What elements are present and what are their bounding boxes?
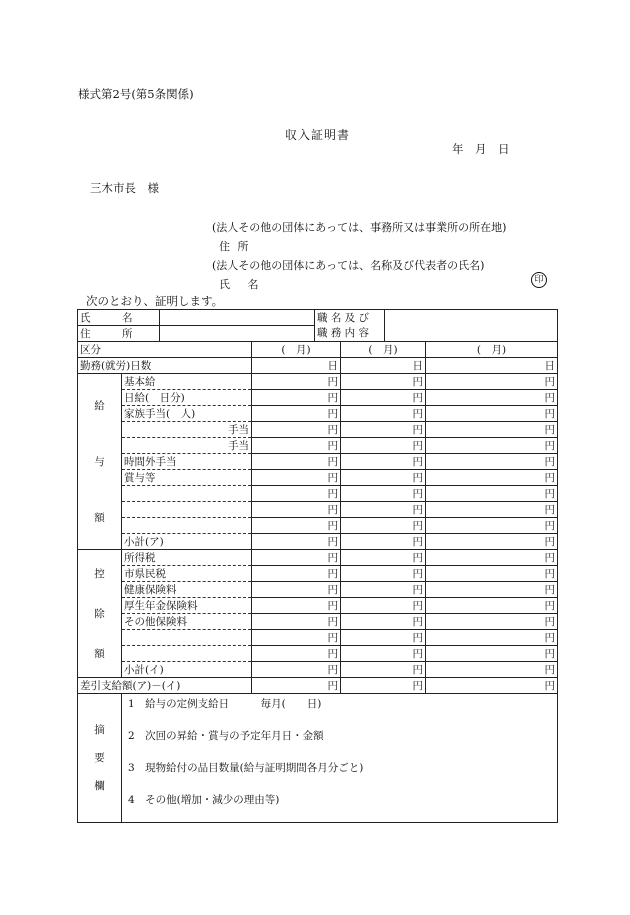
salary-item-label[interactable] bbox=[122, 502, 252, 518]
salary-item-label: 手当 bbox=[122, 438, 252, 454]
remark-item-4: 4 その他(増加・減少の理由等) bbox=[128, 794, 280, 806]
deduction-row8-month3[interactable]: 円 bbox=[426, 662, 558, 678]
applicant-address-label: 住 所 bbox=[219, 240, 249, 253]
salary-row9-month2[interactable]: 円 bbox=[341, 502, 426, 518]
salary-item-label: 小計(ア) bbox=[122, 534, 252, 550]
deduction-group-char: 額 bbox=[94, 647, 105, 660]
deduction-row7-month1[interactable]: 円 bbox=[252, 646, 341, 662]
salary-row11-month3[interactable]: 円 bbox=[426, 534, 558, 550]
employee-address-label: 住 所 bbox=[78, 326, 160, 342]
remark-item-3: 3 現物給付の品目数量(給与証明期間各月分ごと) bbox=[128, 762, 364, 774]
salary-row5-month2[interactable]: 円 bbox=[341, 438, 426, 454]
remarks-group-char: 欄 bbox=[94, 780, 105, 792]
deduction-row4-month2[interactable]: 円 bbox=[341, 598, 426, 614]
net-pay-month3[interactable]: 円 bbox=[426, 678, 558, 694]
remarks-group-char: 摘 bbox=[94, 724, 105, 736]
deduction-row1-month3[interactable]: 円 bbox=[426, 550, 558, 566]
deduction-item-label: 厚生年金保険料 bbox=[122, 598, 252, 614]
seal-mark-icon: 印 bbox=[531, 272, 547, 288]
name-note: (法人その他の団体にあっては、名称及び代表者の氏名) bbox=[212, 259, 485, 272]
addressee: 三木市長 様 bbox=[90, 181, 159, 195]
position-label-2: 職 務 内 容 bbox=[315, 326, 385, 342]
income-table bbox=[77, 341, 558, 823]
salary-row1-month2[interactable]: 円 bbox=[341, 374, 426, 390]
salary-row1-month1[interactable]: 円 bbox=[252, 374, 341, 390]
salary-row2-month1[interactable]: 円 bbox=[252, 390, 341, 406]
salary-row5-month3[interactable]: 円 bbox=[426, 438, 558, 454]
deduction-row8-month2[interactable]: 円 bbox=[341, 662, 426, 678]
employee-address-field[interactable] bbox=[160, 326, 315, 342]
position-label-1: 職 名 及 び bbox=[315, 310, 385, 326]
salary-row3-month3[interactable]: 円 bbox=[426, 406, 558, 422]
net-pay-month1[interactable]: 円 bbox=[252, 678, 341, 694]
deduction-item-label[interactable] bbox=[122, 630, 252, 646]
deduction-row7-month3[interactable]: 円 bbox=[426, 646, 558, 662]
salary-group-char: 与 bbox=[94, 455, 105, 468]
deduction-row4-month3[interactable]: 円 bbox=[426, 598, 558, 614]
category-label: 区分 bbox=[78, 342, 252, 358]
salary-row7-month3[interactable]: 円 bbox=[426, 470, 558, 486]
applicant-name-label: 氏 名 bbox=[219, 278, 259, 291]
salary-row6-month3[interactable]: 円 bbox=[426, 454, 558, 470]
salary-item-label[interactable] bbox=[122, 518, 252, 534]
remark-item-2: 2 次回の昇給・賞与の予定年月日・金額 bbox=[128, 730, 324, 742]
salary-row9-month3[interactable]: 円 bbox=[426, 502, 558, 518]
remarks-group-label bbox=[78, 694, 122, 823]
deduction-item-label: 市県民税 bbox=[122, 566, 252, 582]
salary-item-label: 賞与等 bbox=[122, 470, 252, 486]
salary-row8-month2[interactable]: 円 bbox=[341, 486, 426, 502]
salary-item-label: 基本給 bbox=[122, 374, 252, 390]
deduction-row4-month1[interactable]: 円 bbox=[252, 598, 341, 614]
remarks-group-char: 要 bbox=[94, 752, 105, 764]
salary-row7-month1[interactable]: 円 bbox=[252, 470, 341, 486]
deduction-group-label bbox=[78, 550, 122, 678]
deduction-row6-month1[interactable]: 円 bbox=[252, 630, 341, 646]
work-days-month3[interactable]: 日 bbox=[426, 358, 558, 374]
deduction-row3-month3[interactable]: 円 bbox=[426, 582, 558, 598]
salary-group-label bbox=[78, 374, 122, 550]
work-days-label: 勤務(就労)日数 bbox=[78, 358, 252, 374]
deduction-row5-month2[interactable]: 円 bbox=[341, 614, 426, 630]
document-title: 収入証明書 bbox=[285, 128, 351, 142]
deduction-row6-month3[interactable]: 円 bbox=[426, 630, 558, 646]
salary-row2-month2[interactable]: 円 bbox=[341, 390, 426, 406]
deduction-row8-month1[interactable]: 円 bbox=[252, 662, 341, 678]
salary-row11-month2[interactable]: 円 bbox=[341, 534, 426, 550]
form-number: 様式第2号(第5条関係) bbox=[78, 87, 194, 101]
salary-row10-month1[interactable]: 円 bbox=[252, 518, 341, 534]
deduction-group-char: 除 bbox=[94, 607, 105, 620]
position-field[interactable] bbox=[385, 310, 558, 342]
employee-info-table bbox=[77, 309, 558, 342]
salary-row3-month2[interactable]: 円 bbox=[341, 406, 426, 422]
deduction-row5-month1[interactable]: 円 bbox=[252, 614, 341, 630]
salary-group-char: 額 bbox=[94, 511, 105, 524]
salary-row11-month1[interactable]: 円 bbox=[252, 534, 341, 550]
salary-item-label[interactable] bbox=[122, 486, 252, 502]
deduction-item-label[interactable] bbox=[122, 646, 252, 662]
deduction-row7-month2[interactable]: 円 bbox=[341, 646, 426, 662]
salary-row9-month1[interactable]: 円 bbox=[252, 502, 341, 518]
remark-item-1: 1 給与の定例支給日 毎月( 日) bbox=[128, 698, 322, 710]
deduction-item-label: 健康保険料 bbox=[122, 582, 252, 598]
salary-row3-month1[interactable]: 円 bbox=[252, 406, 341, 422]
salary-row8-month3[interactable]: 円 bbox=[426, 486, 558, 502]
salary-row2-month3[interactable]: 円 bbox=[426, 390, 558, 406]
deduction-item-label: 所得税 bbox=[122, 550, 252, 566]
intro-text: 次のとおり、証明します。 bbox=[86, 294, 224, 308]
salary-row7-month2[interactable]: 円 bbox=[341, 470, 426, 486]
salary-item-label: 手当 bbox=[122, 422, 252, 438]
month-header-3[interactable]: ( 月) bbox=[426, 342, 558, 358]
employee-name-label: 氏 名 bbox=[78, 310, 160, 326]
deduction-group-char: 控 bbox=[94, 567, 105, 580]
month-header-1[interactable]: ( 月) bbox=[252, 342, 341, 358]
salary-group-char: 給 bbox=[94, 399, 105, 412]
deduction-item-label: その他保険料 bbox=[122, 614, 252, 630]
net-pay-label: 差引支給額(ア)－(イ) bbox=[78, 678, 252, 694]
salary-row6-month1[interactable]: 円 bbox=[252, 454, 341, 470]
salary-row10-month2[interactable]: 円 bbox=[341, 518, 426, 534]
month-header-2[interactable]: ( 月) bbox=[341, 342, 426, 358]
employee-name-field[interactable] bbox=[160, 310, 315, 326]
salary-row4-month3[interactable]: 円 bbox=[426, 422, 558, 438]
salary-item-label: 時間外手当 bbox=[122, 454, 252, 470]
date-line: 年 月 日 bbox=[452, 142, 510, 156]
salary-row1-month3[interactable]: 円 bbox=[426, 374, 558, 390]
salary-item-label: 家族手当( 人) bbox=[122, 406, 252, 422]
deduction-row1-month1[interactable]: 円 bbox=[252, 550, 341, 566]
salary-item-label: 日給( 日分) bbox=[122, 390, 252, 406]
deduction-row1-month2[interactable]: 円 bbox=[341, 550, 426, 566]
work-days-month1[interactable]: 日 bbox=[252, 358, 341, 374]
deduction-row6-month2[interactable]: 円 bbox=[341, 630, 426, 646]
work-days-month2[interactable]: 日 bbox=[341, 358, 426, 374]
salary-row4-month1[interactable]: 円 bbox=[252, 422, 341, 438]
salary-row8-month1[interactable]: 円 bbox=[252, 486, 341, 502]
address-note: (法人その他の団体にあっては、事務所又は事業所の所在地) bbox=[212, 221, 507, 234]
deduction-row2-month2[interactable]: 円 bbox=[341, 566, 426, 582]
salary-row10-month3[interactable]: 円 bbox=[426, 518, 558, 534]
deduction-row5-month3[interactable]: 円 bbox=[426, 614, 558, 630]
salary-row6-month2[interactable]: 円 bbox=[341, 454, 426, 470]
deduction-row3-month1[interactable]: 円 bbox=[252, 582, 341, 598]
salary-row5-month1[interactable]: 円 bbox=[252, 438, 341, 454]
net-pay-month2[interactable]: 円 bbox=[341, 678, 426, 694]
deduction-row2-month3[interactable]: 円 bbox=[426, 566, 558, 582]
deduction-row3-month2[interactable]: 円 bbox=[341, 582, 426, 598]
deduction-row2-month1[interactable]: 円 bbox=[252, 566, 341, 582]
salary-row4-month2[interactable]: 円 bbox=[341, 422, 426, 438]
deduction-item-label: 小計(イ) bbox=[122, 662, 252, 678]
remarks-field[interactable] bbox=[122, 694, 558, 823]
